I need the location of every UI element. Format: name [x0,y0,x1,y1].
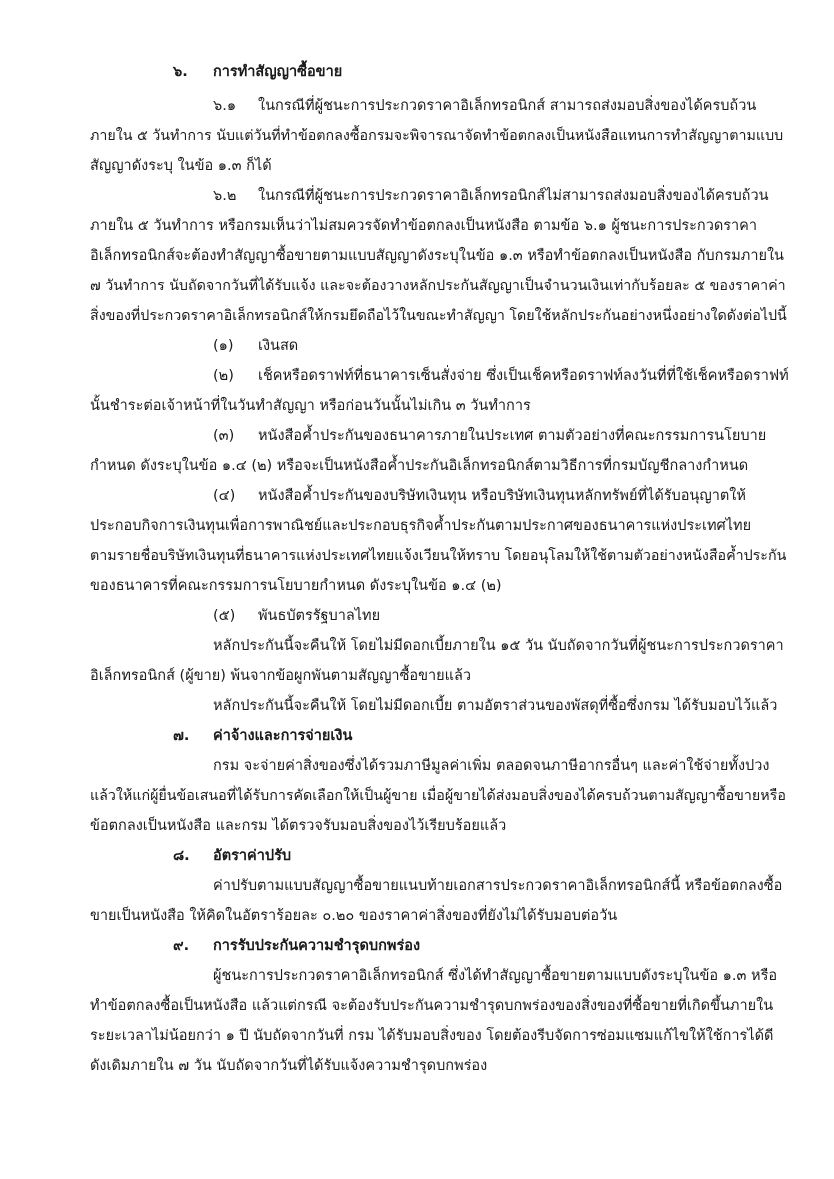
para-6-2-line-4: ๗ วันทำการ นับถัดจากวันที่ได้รับแจ้ง และจะต้องวางหลักประกันสัญญาเป็นจำนวนเงินเท่ากับร้อยละ ๕ ของราคาค่า [90,278,786,294]
item-4-line-2: ประกอบกิจการเงินทุนเพื่อการพาณิชย์และประกอบธุรกิจค้ำประกันตามประกาศของธนาคารแห่งประเทศไทย [90,518,752,534]
section-9-number: ๙. [173,938,190,954]
item-2-line-1: เช็คหรือดราฟท์ที่ธนาคารเซ็นสั่งจ่าย ซึ่งเป็นเช็คหรือดราฟท์ลงวันที่ที่ใช้เช็คหรือดราฟท์ [258,368,789,384]
para-6-2-line-5: สิ่งของที่ประกวดราคาอิเล็กทรอนิกส์ให้กรมยึดถือไว้ในขณะทำสัญญา โดยใช้หลักประกันอย่างหนึ่งอย่างใดดังต่อไปนี้ [90,308,787,324]
section-9-line-2: ทำข้อตกลงซื้อเป็นหนังสือ แล้วแต่กรณี จะต้องรับประกันความชำรุดบกพร่องของสิ่งของที่ซื้อขายที่เกิดขึ้นภายใน [90,998,774,1014]
section-8-title: อัตราค่าปรับ [213,848,292,864]
para-6-2-line-3: อิเล็กทรอนิกส์จะต้องทำสัญญาซื้อขายตามแบบสัญญาดังระบุในข้อ ๑.๓ หรือทำข้อตกลงเป็นหนังสือ กับกรมภายใน [90,248,784,264]
section-7-line-2: แล้วให้แก่ผู้ยื่นข้อเสนอที่ได้รับการคัดเลือกให้เป็นผู้ขาย เมื่อผู้ขายได้ส่งมอบสิ่งของได้ครบถ้วนตามสัญญาซื้อขายหรือ [90,788,786,804]
item-3-line-1: หนังสือค้ำประกันของธนาคารภายในประเทศ ตามตัวอย่างที่คณะกรรมการนโยบาย [258,428,767,444]
item-4-line-1: หนังสือค้ำประกันของบริษัทเงินทุน หรือบริษัทเงินทุนหลักทรัพย์ที่ได้รับอนุญาตให้ [258,488,746,504]
section-8-line-2: ขายเป็นหนังสือ ให้คิดในอัตราร้อยละ ๐.๒๐ ของราคาค่าสิ่งของที่ยังไม่ได้รับมอบต่อวัน [90,908,618,924]
section-7-title: ค่าจ้างและการจ่ายเงิน [213,728,353,744]
section-7-number: ๗. [173,728,190,744]
section-9-line-1: ผู้ชนะการประกวดราคาอิเล็กทรอนิกส์ ซึ่งได้ทำสัญญาซื้อขายตามแบบดังระบุในข้อ ๑.๓ หรือ [213,968,778,984]
para-6-1-number: ๖.๑ [213,98,237,114]
para-6-2-number: ๖.๒ [213,188,237,204]
item-4-number: (๔) [213,488,236,504]
section-8-line-1: ค่าปรับตามแบบสัญญาซื้อขายแนบท้ายเอกสารประกวดราคาอิเล็กทรอนิกส์นี้ หรือข้อตกลงซื้อ [213,878,783,894]
para-6-2-line-2: ภายใน ๕ วันทำการ หรือกรมเห็นว่าไม่สมควรจัดทำข้อตกลงเป็นหนังสือ ตามข้อ ๖.๑ ผู้ชนะการประกวดราคา [90,218,758,234]
section-7-line-3: ข้อตกลงเป็นหนังสือ และกรม ได้ตรวจรับมอบสิ่งของไว้เรียบร้อยแล้ว [90,818,507,834]
section-6-number: ๖. [173,64,188,80]
section-6-title: การทำสัญญาซื้อขาย [213,64,343,80]
item-2-line-2: นั้นชำระต่อเจ้าหน้าที่ในวันทำสัญญา หรือก่อนวันนั้นไม่เกิน ๓ วันทำการ [90,398,531,414]
section-8-number: ๘. [173,848,190,864]
para-6-1-line-3: สัญญาดังระบุ ในข้อ ๑.๓ ก็ได้ [90,158,272,174]
item-5-line-1: พันธบัตรรัฐบาลไทย [258,608,381,624]
item-5-number: (๕) [213,608,236,624]
para-6-1-line-2: ภายใน ๕ วันทำการ นับแต่วันที่ทำข้อตกลงซื้อกรมจะพิจารณาจัดทำข้อตกลงเป็นหนังสือแทนการทำสัญญาตามแบบ [90,128,784,144]
return-note-1-line-2: อิเล็กทรอนิกส์ (ผู้ขาย) พ้นจากข้อผูกพันตามสัญญาซื้อขายแล้ว [90,668,472,684]
section-9-title: การรับประกันความชำรุดบกพร่อง [213,938,421,954]
item-3-line-2: กำหนด ดังระบุในข้อ ๑.๔ (๒) หรือจะเป็นหนังสือค้ำประกันอิเล็กทรอนิกส์ตามวิธีการที่กรมบัญชีกลางกำหนด [90,458,749,474]
section-9-line-3: ระยะเวลาไม่น้อยกว่า ๑ ปี นับถัดจากวันที่ กรม ได้รับมอบสิ่งของ โดยต้องรีบจัดการซ่อมแซมแก้ไขให้ใช้การได้ดี [90,1028,774,1044]
item-4-line-4: ของธนาคารที่คณะกรรมการนโยบายกำหนด ดังระบุในข้อ ๑.๔ (๒) [90,578,502,594]
item-2-number: (๒) [213,368,234,384]
return-note-1-line-1: หลักประกันนี้จะคืนให้ โดยไม่มีดอกเบี้ยภายใน ๑๕ วัน นับถัดจากวันที่ผู้ชนะการประกวดราคา [213,638,784,654]
section-7-line-1: กรม จะจ่ายค่าสิ่งของซึ่งได้รวมภาษีมูลค่าเพิ่ม ตลอดจนภาษีอากรอื่นๆ และค่าใช้จ่ายทั้งปวง [213,758,770,774]
item-1-line-1: เงินสด [258,338,299,354]
item-3-number: (๓) [213,428,235,444]
para-6-1-line-1: ในกรณีที่ผู้ชนะการประกวดราคาอิเล็กทรอนิกส์ สามารถส่งมอบสิ่งของได้ครบถ้วน [258,98,757,114]
section-9-line-4: ดังเดิมภายใน ๗ วัน นับถัดจากวันที่ได้รับแจ้งความชำรุดบกพร่อง [90,1058,488,1074]
item-1-number: (๑) [213,338,234,354]
return-note-2-line-1: หลักประกันนี้จะคืนให้ โดยไม่มีดอกเบี้ย ตามอัตราส่วนของพัสดุที่ซื้อซึ่งกรม ได้รับมอบไว้แล้ว [213,698,778,714]
para-6-2-line-1: ในกรณีที่ผู้ชนะการประกวดราคาอิเล็กทรอนิกส์ไม่สามารถส่งมอบสิ่งของได้ครบถ้วน [258,188,769,204]
item-4-line-3: ตามรายชื่อบริษัทเงินทุนที่ธนาคารแห่งประเทศไทยแจ้งเวียนให้ทราบ โดยอนุโลมให้ใช้ตามตัวอย่างหนังสือค้ำประกัน [90,548,787,564]
